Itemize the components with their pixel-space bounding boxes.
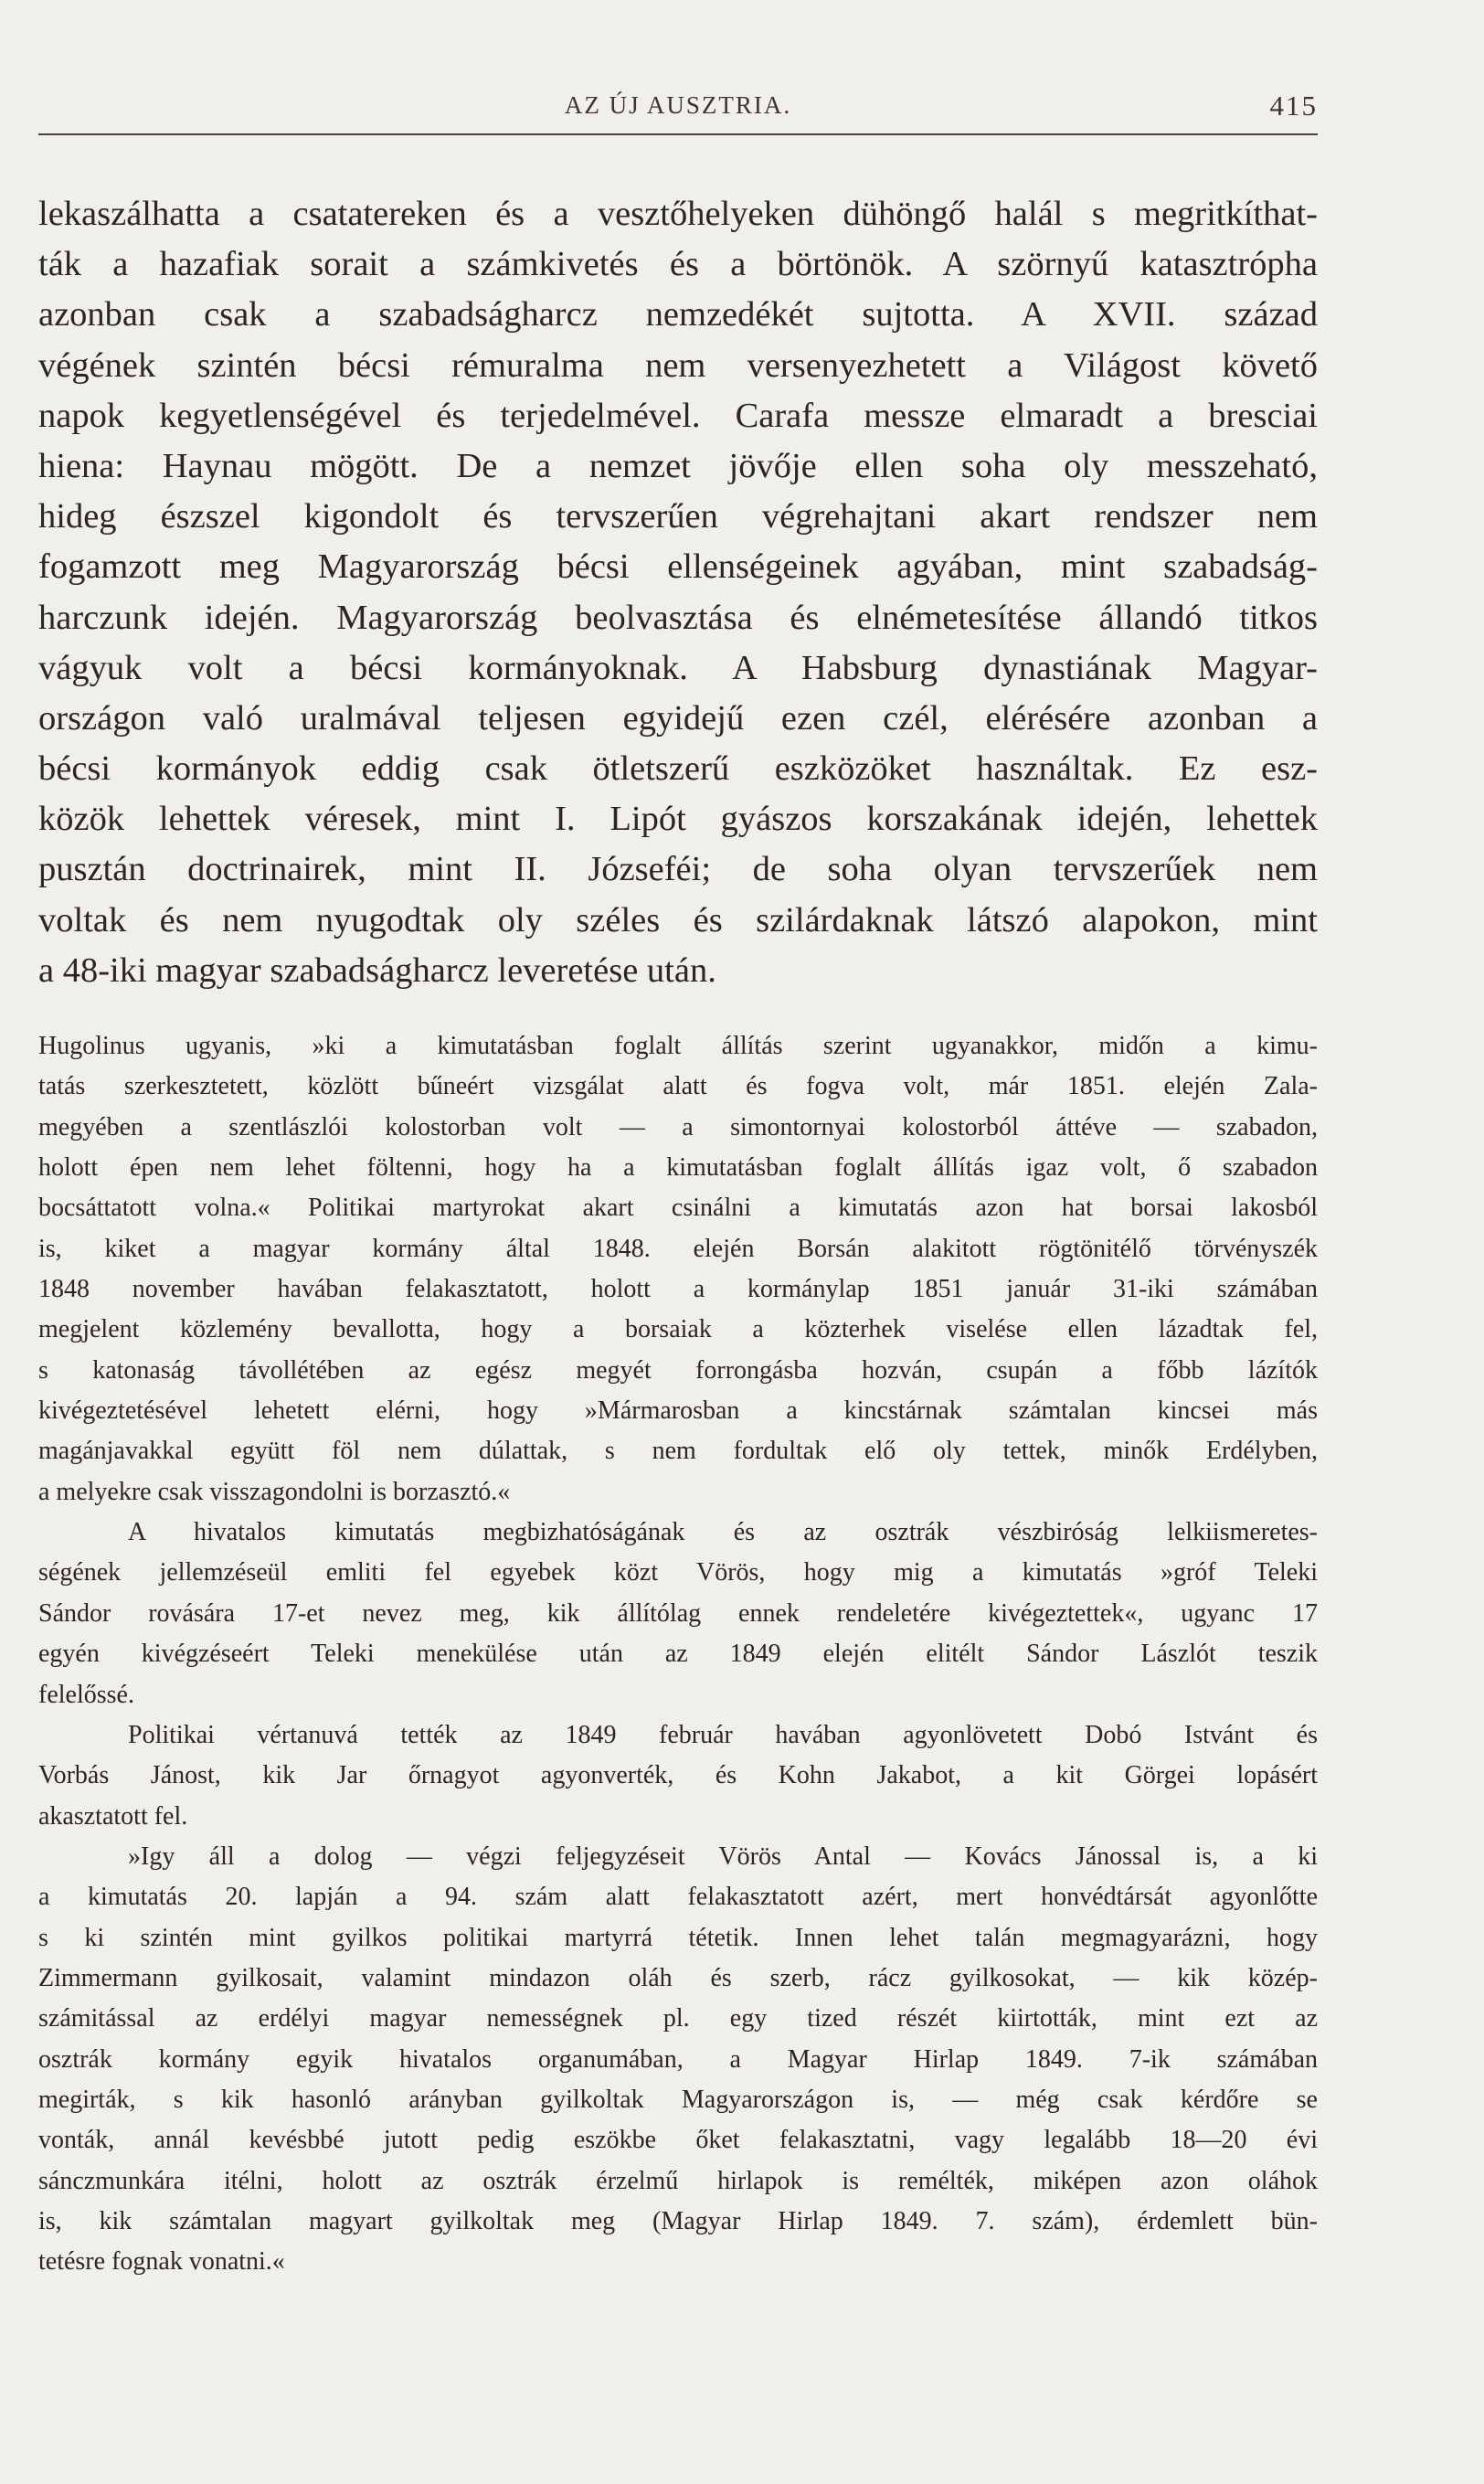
main-text-line: bécsi kormányok eddig csak ötletszerű eszközöket használtak. Ez esz- <box>38 749 1318 789</box>
main-text-line: a 48-iki magyar szabadságharcz leveretése után. <box>38 950 716 990</box>
main-text-line: végének szintén bécsi rémuralma nem versenyezhetett a Világost követő <box>38 345 1318 385</box>
footnote-line: megyében a szentlászlói kolostorban volt — a simontornyai kolostorból áttéve — szabadon, <box>38 1112 1318 1141</box>
footnote-line: is, kik számtalan magyart gyilkoltak meg (Magyar Hirlap 1849. 7. szám), érdemlett bün- <box>38 2206 1318 2235</box>
main-text-line: ták a hazafiak sorait a számkivetés és a börtönök. A szörnyű katasztrópha <box>38 245 1318 284</box>
main-text-line: vágyuk volt a bécsi kormányoknak. A Habsburg dynastiának Magyar- <box>38 648 1318 687</box>
footnote-line: s ki szintén mint gyilkos politikai martyrrá tétetik. Innen lehet talán megmagyarázni, hogy <box>38 1923 1318 1952</box>
footnote-line: ségének jellemzéseül emliti fel egyebek közt Vörös, hogy mig a kimutatás »gróf Teleki <box>38 1558 1318 1587</box>
main-text-line: hiena: Haynau mögött. De a nemzet jövője ellen soha oly messzeható, <box>38 446 1318 485</box>
footnote-line: bocsáttatott volna.« Politikai martyrokat akart csinálni a kimutatás azon hat borsai lakosból <box>38 1194 1318 1223</box>
footnote-line: A hivatalos kimutatás megbizhatóságának és az osztrák vészbiróság lelkiismeretes- <box>128 1518 1318 1547</box>
main-text-line: közök lehettek véresek, mint I. Lipót gyászos korszakának idején, lehettek <box>38 800 1318 839</box>
footnote-line: vonták, annál kevésbbé jutott pedig eszökbe őket felakasztatni, vagy legalább 18—20 évi <box>38 2126 1318 2155</box>
main-text-line: országon való uralmával teljesen egyidejű ezen czél, elérésére azonban a <box>38 698 1318 738</box>
footnote-line: számitással az erdélyi magyar nemességnek pl. egy tized részét kiirtották, mint ezt az <box>38 2004 1318 2033</box>
main-text-line: napok kegyetlenségével és terjedelmével. Carafa messze elmaradt a bresciai <box>38 396 1318 435</box>
footnote-line: kivégeztetésével lehetett elérni, hogy »Mármarosban a kincstárnak számtalan kincsei más <box>38 1396 1318 1426</box>
page-header <box>38 91 1318 132</box>
footnote-line: egyén kivégzéseért Teleki menekülése után az 1849 elején elitélt Sándor Lászlót teszik <box>38 1640 1318 1669</box>
footnote-line: tatás szerkesztetett, közlött bűneért vizsgálat alatt és fogva volt, már 1851. elején Zala- <box>38 1072 1318 1101</box>
main-text-line: fogamzott meg Magyarország bécsi ellenségeinek agyában, mint szabadság- <box>38 547 1318 587</box>
main-text-line: lekaszálhatta a csatatereken és a vesztőhelyeken dühöngő halál s megritkíthat- <box>38 195 1318 233</box>
footnote-line: megjelent közlemény bevallotta, hogy a borsaiak a közterhek viselése ellen lázadtak fel, <box>38 1315 1318 1344</box>
footnote-line: »Igy áll a dolog — végzi feljegyzéseit Vörös Antal — Kovács Jánossal is, a ki <box>128 1842 1318 1871</box>
main-text-line: voltak és nem nyugodtak oly széles és szilárdaknak látszó alapokon, mint <box>38 900 1318 939</box>
footnote-line: Politikai vértanuvá tették az 1849 február havában agyonlövetett Dobó Istvánt és <box>128 1720 1318 1749</box>
footnote-line: Vorbás Jánost, kik Jar őrnagyot agyonverték, és Kohn Jakabot, a kit Görgei lopásért <box>38 1761 1318 1790</box>
footnote-line: Sándor rovására 17-et nevez meg, kik állítólag ennek rendeletére kivégeztettek«, ugyanc 17 <box>38 1598 1318 1628</box>
footnote-line: holott épen nem lehet föltenni, hogy ha a kimutatásban foglalt állítás igaz volt, ő szabadon <box>38 1153 1318 1183</box>
footnote-line: s katonaság távollétében az egész megyét forrongásba hozván, csupán a főbb lázítók <box>38 1355 1318 1385</box>
footnote-line: osztrák kormány egyik hivatalos organumában, a Magyar Hirlap 1849. 7-ik számában <box>38 2044 1318 2074</box>
main-text <box>38 189 1318 996</box>
main-text-line: pusztán doctrinairek, mint II. Józseféi; de soha olyan tervszerűek nem <box>38 850 1318 889</box>
footnote-line: tetésre fognak vonatni.« <box>38 2247 285 2277</box>
running-title: AZ ÚJ AUSZTRIA. <box>564 91 792 119</box>
footnote-line: is, kiket a magyar kormány által 1848. elején Borsán alakitott rögtönitélő törvényszék <box>38 1234 1318 1263</box>
footnote-line: felelőssé. <box>38 1680 134 1709</box>
footnote-line: a melyekre csak visszagondolni is borzasztó.« <box>38 1477 511 1506</box>
footnote-line: sánczmunkára itélni, holott az osztrák érzelmű hirlapok is remélték, miképen azon oláhok <box>38 2166 1318 2195</box>
footnote-line: Hugolinus ugyanis, »ki a kimutatásban foglalt állítás szerint ugyanakkor, midőn a kimu- <box>38 1032 1318 1060</box>
footnote-line: 1848 november havában felakasztatott, holott a kormánylap 1851 január 31-iki számában <box>38 1275 1318 1304</box>
footnote-line: a kimutatás 20. lapján a 94. szám alatt felakasztatott azért, mert honvédtársát agyonlőtte <box>38 1883 1318 1912</box>
footnote-line: Zimmermann gyilkosait, valamint mindazon oláh és szerb, rácz gyilkosokat, — kik közép- <box>38 1963 1318 1992</box>
main-text-line: hideg észszel kigondolt és tervszerűen végrehajtani akart rendszer nem <box>38 497 1318 536</box>
main-text-line: azonban csak a szabadságharcz nemzedékét sujtotta. A XVII. század <box>38 295 1318 334</box>
page-number: 415 <box>1269 90 1318 122</box>
footnote-line: megirták, s kik hasonló arányban gyilkoltak Magyarországon is, — még csak kérdőre se <box>38 2085 1318 2114</box>
footnote-line: akasztatott fel. <box>38 1801 188 1831</box>
footnote-line: magánjavakkal együtt föl nem dúlattak, s nem fordultak elő oly tettek, minők Erdélyben, <box>38 1437 1318 1466</box>
header-rule <box>38 133 1318 135</box>
footnotes <box>38 1026 1318 2283</box>
main-text-line: harczunk idején. Magyarország beolvasztása és elnémetesítése állandó titkos <box>38 598 1318 637</box>
